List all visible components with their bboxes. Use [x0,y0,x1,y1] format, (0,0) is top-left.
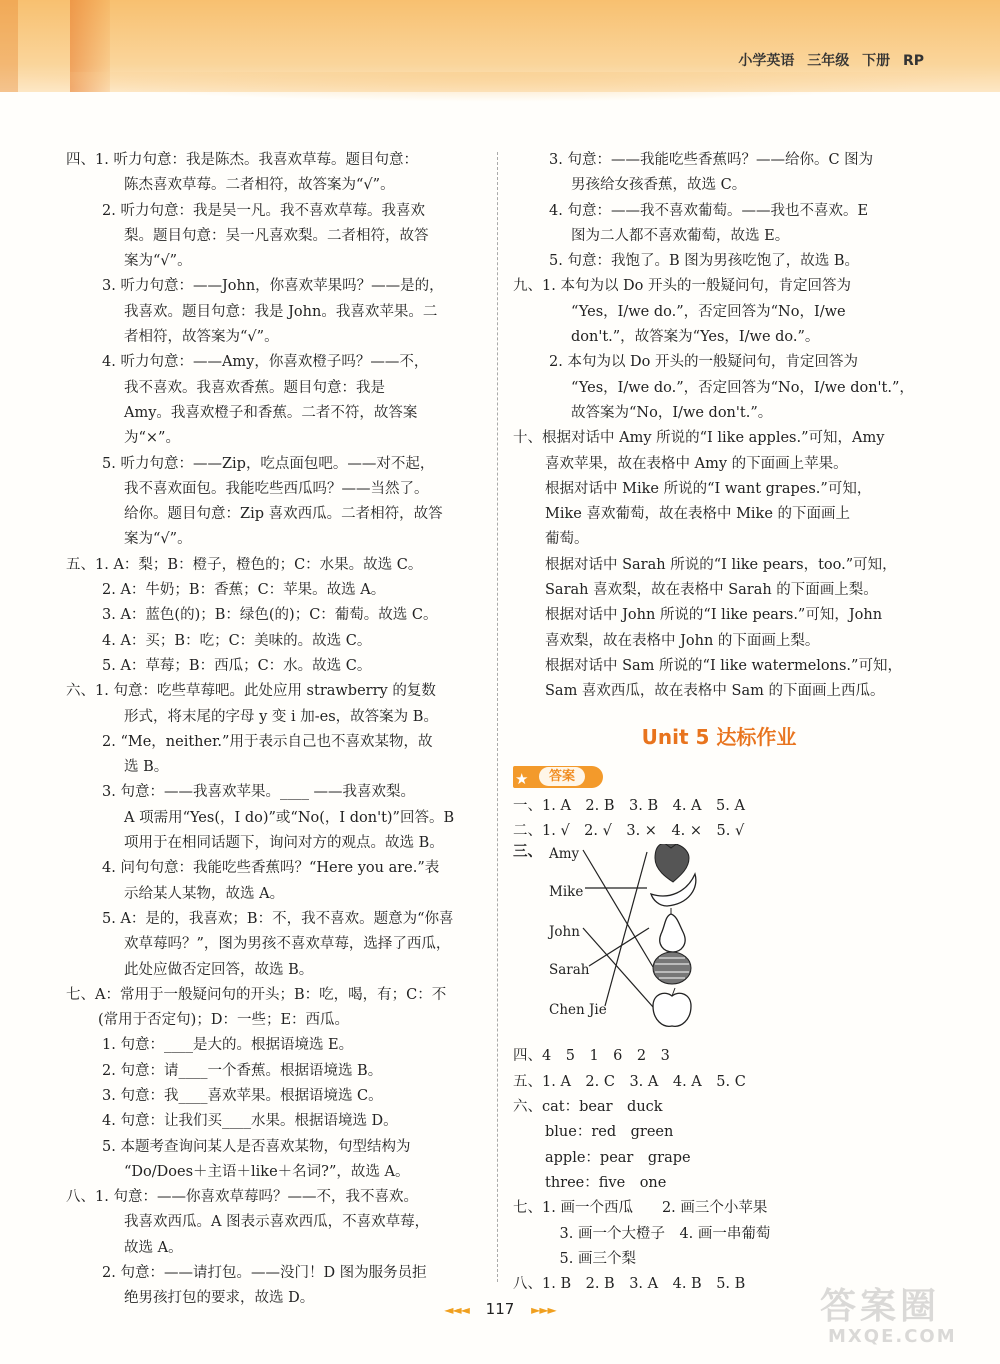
match-name: Sarah [549,962,590,979]
text-line: 案为“√”。 [124,531,192,548]
column-divider [497,152,498,1282]
text-line: 4. 听力句意：——Amy，你喜欢橙子吗？——不， [102,354,429,371]
text-line: “Yes，I/we do.”，否定回答为“No，I/we don't.”， [571,379,914,396]
next-arrows-icon: ►►► [531,1303,556,1317]
text-line: 形式，将末尾的字母 y 变 i 加-es，故答案为 B。 [124,708,438,725]
header-fade [0,72,1000,102]
text-line: 梨。题目句意：吴一凡喜欢梨。二者相符，故答 [124,227,429,244]
text-line: 五、1. A：梨；B：橙子，橙色的；C：水果。故选 C。 [66,556,423,573]
page-header [0,0,1000,92]
text-line: 我不喜欢。我喜欢香蕉。题目句意：我是 [124,379,385,396]
answer-badge [513,766,603,788]
text-line: blue：red green [545,1124,674,1141]
match-name: Chen Jie [549,1002,607,1019]
text-line: 根据对话中 Sam 所说的“I like watermelons.”可知， [545,657,902,674]
text-line: 4. 句意：——我不喜欢葡萄。——我也不喜欢。E [549,202,869,219]
text-line: 八、1. 句意：——你喜欢草莓吗？——不，我不喜欢。 [66,1189,418,1206]
header-title: 小学英语 三年级 下册 RP [738,53,924,69]
text-line: 3. 句意：我____喜欢苹果。根据语境选 C。 [102,1087,383,1104]
text-line: 为“×”。 [124,430,180,447]
text-line: 1. 句意：____是大的。根据语境选 E。 [102,1037,354,1054]
text-line: 我喜欢西瓜。A 图表示喜欢西瓜，不喜欢草莓， [124,1214,430,1231]
text-line: 十、根据对话中 Amy 所说的“I like apples.”可知，Amy [513,430,885,447]
text-line: 给你。题目句意：Zip 喜欢西瓜。二者相符，故答 [124,506,443,523]
text-line: 二、1. √ 2. √ 3. × 4. × 5. √ [513,823,745,840]
watermark-line1: 答案圈 [820,1286,941,1327]
text-line: 2. 听力句意：我是吴一凡。我不喜欢草莓。我喜欢 [102,202,425,219]
text-line: “Yes，I/we do.”，否定回答为“No，I/we [571,303,846,320]
text-line: 我喜欢。题目句意：我是 John。我喜欢苹果。二 [124,303,438,320]
matching-label: 三、 [513,844,542,861]
text-line: 陈杰喜欢草莓。二者相符，故答案为“√”。 [124,177,395,194]
text-line: 根据对话中 Mike 所说的“I want grapes.”可知， [545,480,872,497]
text-line: 欢草莓吗？”，图为男孩不喜欢草莓，选择了西瓜， [124,936,451,953]
text-line: 四、1. 听力句意：我是陈杰。我喜欢草莓。题目句意： [66,152,418,168]
unit-title: Unit 5 达标作业 [641,724,797,749]
text-line: 我不喜欢面包。我能吃些西瓜吗？——当然了。 [124,480,429,497]
text-line: 七、1. 画一个西瓜 2. 画三个小苹果 [513,1200,768,1217]
text-line: Mike 喜欢葡萄，故在表格中 Mike 的下面画上 [545,506,851,523]
text-line: 者相符，故答案为“√”。 [124,329,279,346]
text-line: 六、cat：bear duck [513,1099,663,1116]
text-line: 4. 问句句意：我能吃些香蕉吗？“Here you are.”表 [102,860,440,877]
right-explanations [513,148,925,705]
text-line: 2. 本句为以 Do 开头的一般疑问句，肯定回答为 [549,354,859,371]
watermark [810,1278,990,1358]
watermark-line2: MXQE.COM [828,1326,957,1347]
apple-icon [653,988,691,1026]
text-line: 一、1. A 2. B 3. B 4. A 5. A [513,797,745,814]
match-line [589,928,649,966]
right-column [513,148,925,1297]
prev-arrows-icon: ◄◄◄ [444,1303,469,1317]
text-line: 故选 A。 [124,1239,183,1256]
answers-part-b [513,1044,925,1297]
text-line: three：five one [545,1174,667,1191]
text-line: 5. 句意：我饱了。B 图为男孩吃饱了，故选 B。 [549,253,859,270]
text-line: 2. “Me，neither.”用于表示自己也不喜欢某物，故 [102,733,433,750]
text-line: 男孩给女孩香蕉，故选 C。 [571,177,747,194]
text-line: 5. A：是的，我喜欢；B：不，我不喜欢。题意为“你喜 [102,910,454,927]
left-column [66,148,486,1312]
text-line: 七、A：常用于一般疑问句的开头；B：吃，喝，有；C：不 [66,986,447,1003]
match-lines [583,850,653,1007]
text-line: 2. A：牛奶；B：香蕉；C：苹果。故选 A。 [102,582,386,599]
answers-part-a [513,794,925,845]
text-line: 葡萄。 [545,531,589,548]
text-line: Amy。我喜欢橙子和香蕉。二者不符，故答案 [124,404,418,421]
text-line: 5. 本题考查询问某人是否喜欢某物，句型结构为 [102,1138,411,1155]
text-line: 5. 听力句意：——Zip，吃点面包吧。——对不起， [102,455,435,472]
text-line: 示给某人某物，故选 A。 [124,885,285,902]
watermelon-icon [653,952,691,984]
text-line: 3. 画一个大橙子 4. 画一串葡萄 [545,1225,771,1242]
text-line: 项用于在相同话题下，询问对方的观点。故选 B。 [124,835,444,852]
text-line: 五、1. A 2. C 3. A 4. A 5. C [513,1073,746,1090]
text-line: 八、1. B 2. B 3. A 4. B 5. B [513,1276,746,1293]
answer-badge-label: 答案 [539,767,585,786]
text-line: 2. 句意：请____一个香蕉。根据语境选 B。 [102,1062,383,1079]
text-line: 图为二人都不喜欢葡萄，故选 E。 [571,227,790,244]
text-line: 喜欢苹果，故在表格中 Amy 的下面画上苹果。 [545,455,848,472]
text-line: 此处应做否定回答，故选 B。 [124,961,314,978]
text-line: 案为“√”。 [124,253,192,270]
star-icon: ★ [515,769,529,788]
text-line: 2. 句意：——请打包。——没门！D 图为服务员拒 [102,1265,427,1282]
text-line: 喜欢梨，故在表格中 John 的下面画上梨。 [545,632,820,649]
text-line: 4. 句意：让我们买____水果。根据语境选 D。 [102,1113,398,1130]
text-line: A 项需用“Yes(，I do)”或“No(，I don't)”回答。B [124,809,455,826]
text-line: “Do/Does＋主语＋like＋名词?”，故选 A。 [124,1163,410,1180]
match-name: Mike [549,884,584,901]
text-line: (常用于否定句)；D：一些；E：西瓜。 [98,1012,350,1029]
text-line: apple：pear grape [545,1149,691,1166]
match-name: Amy [549,846,580,863]
text-line: 3. 句意：——我能吃些香蕉吗？——给你。C 图为 [549,152,874,168]
strawberry-icon [655,844,689,882]
match-name: John [549,924,580,941]
text-line: 5. 画三个梨 [545,1250,636,1267]
match-line [583,928,653,1007]
text-line: 3. A：蓝色(的)；B：绿色(的)；C：葡萄。故选 C。 [102,607,438,624]
text-line: Sarah 喜欢梨，故在表格中 Sarah 的下面画上梨。 [545,582,878,599]
matching-drawing [513,844,713,1044]
text-line: 根据对话中 Sarah 所说的“I like pears，too.”可知， [545,556,897,573]
text-line: 5. A：草莓；B：西瓜；C：水。故选 C。 [102,657,372,674]
matching-exercise [513,844,925,1044]
match-line [605,852,647,1006]
text-line: 故答案为“No，I/we don't.”。 [571,404,773,421]
answer-badge-row [513,762,925,792]
text-line: 四、4 5 1 6 2 3 [513,1048,670,1065]
text-line: 3. 听力句意：——John，你喜欢苹果吗？——是的， [102,278,444,295]
text-line: 九、1. 本句为以 Do 开头的一般疑问句，肯定回答为 [513,278,852,295]
pear-icon [660,908,685,952]
text-line: 根据对话中 John 所说的“I like pears.”可知，John [545,607,883,624]
text-line: Sam 喜欢西瓜，故在表格中 Sam 的下面画上西瓜。 [545,683,885,700]
text-line: 六、1. 句意：吃些草莓吧。此处应用 strawberry 的复数 [66,683,436,700]
text-line: 3. 句意：——我喜欢苹果。____ ——我喜欢梨。 [102,784,416,801]
text-line: 选 B。 [124,759,169,776]
page-number: 117 [485,1300,515,1318]
text-line: don't.”，故答案为“Yes，I/we do.”。 [571,329,820,346]
text-line: 绝男孩打包的要求，故选 D。 [124,1290,315,1307]
text-line: 4. A：买；B：吃；C：美味的。故选 C。 [102,632,372,649]
